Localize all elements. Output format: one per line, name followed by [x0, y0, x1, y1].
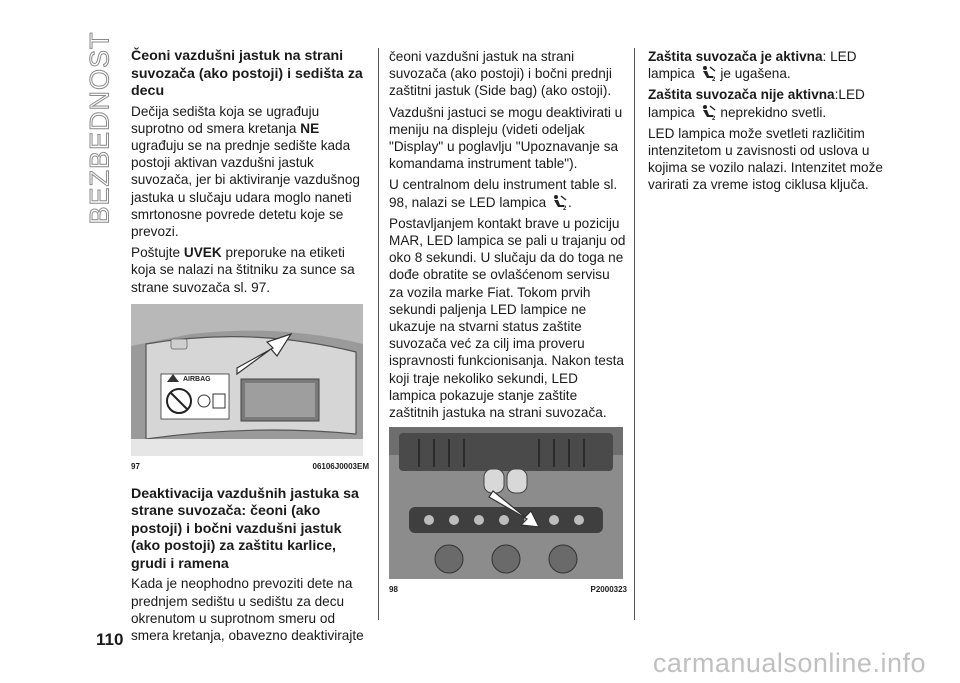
paragraph-follow-label: Poštujte UVEK preporuke na etiketi koja se nalazi na štitniku za sunce sa strane suvozača sl. 97. [131, 245, 355, 295]
figure-98-number: 98 [389, 585, 398, 595]
passenger-airbag-off-icon [550, 194, 568, 210]
page-number: 110 [96, 630, 124, 649]
column-2 [389, 48, 627, 609]
watermark: carmanualsonline.info [652, 648, 926, 678]
passenger-airbag-off-icon [699, 104, 717, 120]
paragraph-led-intensity: LED lampica može svetleti različitim intenzitetom u zavisnosti od uslova u kojima se vozilo nalazi. Intenzitet može varirati za vreme istog ciklusa ključa. [648, 125, 883, 193]
column-3 [648, 48, 888, 198]
figure-97-caption [131, 462, 369, 472]
svg-text:2: 2 [562, 205, 567, 210]
column-divider-1 [378, 48, 379, 620]
paragraph-led-location: U centralnom delu instrument table sl. 98, nalazi se LED lampica 2 . [389, 177, 618, 210]
column-divider-2 [634, 48, 635, 620]
figure-97-number: 97 [131, 461, 140, 471]
section-label [80, 31, 120, 225]
figure-98-caption [389, 585, 627, 595]
paragraph-protection-inactive: Zaštita suvozača nije aktivna:LED lampica 2 neprekidno svetli. [648, 87, 865, 120]
svg-text:2: 2 [711, 115, 715, 120]
dashboard-illustration [389, 427, 623, 579]
airbag-sticker-text: AIRBAG [183, 375, 211, 383]
sun-visor-illustration [131, 304, 363, 456]
paragraph-front-airbag-cont: čeoni vazdušni jastuk na strani suvozača (ako postoji) i bočni prednji zaštitni jastuk (Side bag) (ako ostoji). [389, 49, 612, 99]
heading-front-airbag-child-seats: Čeoni vazdušni jastuk na strani suvozača (ako postoji) i sedišta za decu [131, 48, 363, 99]
figure-98-code: P2000323 [590, 585, 627, 595]
column-1 [131, 48, 369, 648]
svg-text:2: 2 [711, 77, 715, 82]
section-label-text: BEZBEDNOST [84, 31, 115, 225]
paragraph-display-menu: Vazdušni jastuci se mogu deaktivirati u meniju na displeju (videti odeljak "Display" u poglavlju "Upoznavanje sa komandama instrument table"). [389, 104, 623, 172]
paragraph-child-seats: Dečija sedišta koja se ugrađuju suprotno od smera kretanja NE ugrađuju se na prednje sedište kada postoji aktivan vazdušni jastuk suvozača, jer bi aktiviranje vazdušnog jastuka u slučaju udara moglo naneti smrtonosne povrede detetu koje se prevozi. [131, 103, 360, 239]
figure-98-dashboard [389, 427, 627, 595]
figure-97-sun-visor [131, 304, 369, 472]
paragraph-deactivation: Kada je neophodno prevoziti dete na prednjem sedištu u sedištu za decu okrenutom u suprotnom smeru od smera kretanja, obavezno deaktivirajte [131, 576, 364, 644]
passenger-airbag-off-icon [699, 65, 717, 81]
figure-97-code: 06106J0003EM [312, 461, 369, 471]
heading-deactivation: Deaktivacija vazdušnih jastuka sa strane suvozača: čeoni (ako postoji) i bočni vazdušni jastuk (ako postoji) za zaštitu karlice, grudi i ramena [131, 485, 359, 572]
paragraph-led-behavior: Postavljanjem kontakt brave u poziciju MAR, LED lampica se pali u trajanju od oko 8 sekundi. U slučaju da do toga ne dođe obratite se ovlašćenom servisu za vozila marke Fiat. Tokom prvih sekundi paljenja LED lampice ne ukazuje na stvarni status zaštite suvozača već za cilj ima proveru ispravnosti funkcionisanja. Nakon testa koji traje nekoliko sekundi, LED lampica pokazuje stanje zaštite zaštitnih jastuka na strani suvozača. [389, 215, 626, 421]
paragraph-protection-active: Zaštita suvozača je aktivna: LED lampica 2 je ugašena. [648, 49, 857, 82]
